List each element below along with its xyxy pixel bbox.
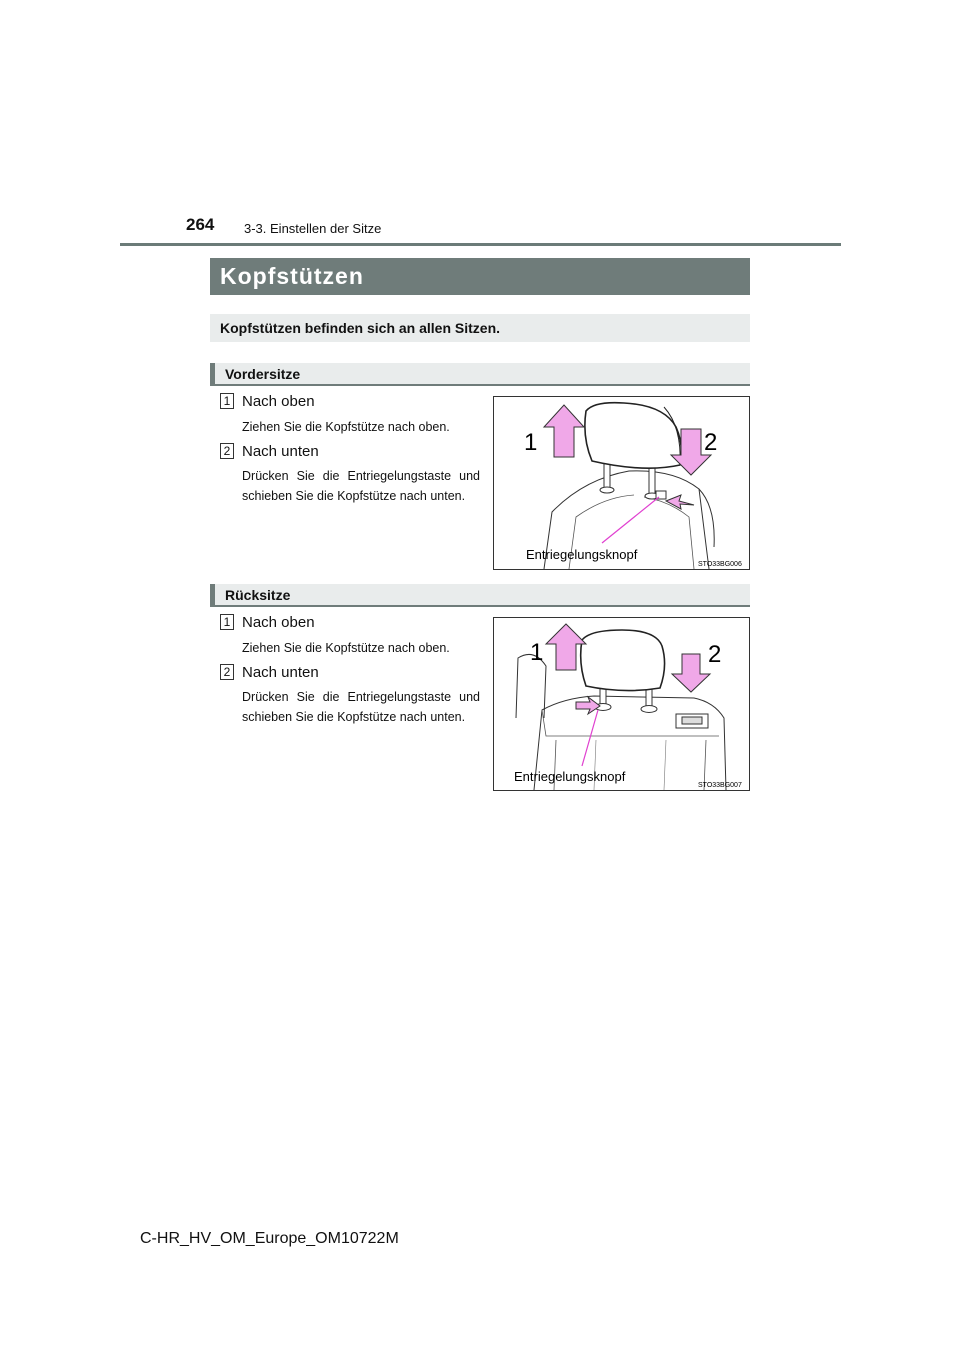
callout-2: 2	[708, 641, 722, 668]
step-label: Nach unten	[242, 443, 319, 460]
step-description: Ziehen Sie die Kopfstütze nach oben.	[242, 641, 450, 655]
document-reference: C-HR_HV_OM_Europe_OM10722M	[140, 1230, 399, 1247]
figure-code: STO33BG007	[698, 782, 742, 789]
figure-front-headrest	[493, 396, 750, 570]
header-rule	[120, 243, 841, 246]
step-label: Nach unten	[242, 664, 319, 681]
step-description: Drücken Sie die Entriegelungstaste und schieben Sie die Kopfstütze nach unten.	[242, 690, 480, 724]
step-description: Drücken Sie die Entriegelungstaste und schieben Sie die Kopfstütze nach unten.	[242, 469, 480, 503]
callout-1: 1	[530, 639, 544, 666]
page-title: Kopfstützen	[210, 258, 750, 295]
step-description: Ziehen Sie die Kopfstütze nach oben.	[242, 420, 450, 434]
intro-text: Kopfstützen befinden sich an allen Sitzen.	[210, 314, 750, 342]
step-label: Nach oben	[242, 614, 315, 631]
step-number-badge: 1	[220, 614, 234, 630]
step-number-badge: 1	[220, 393, 234, 409]
step-label: Nach oben	[242, 393, 315, 410]
figure-caption: Entriegelungsknopf	[526, 547, 638, 562]
figure-code: STO33BG006	[698, 561, 742, 568]
section-heading-rear-seats: Rücksitze	[210, 584, 750, 607]
callout-2: 2	[704, 429, 718, 456]
figure-caption: Entriegelungsknopf	[514, 769, 626, 784]
headrest-illustration	[494, 618, 749, 790]
section-heading-front-seats: Vordersitze	[210, 363, 750, 386]
step-number-badge: 2	[220, 443, 234, 459]
callout-1: 1	[524, 429, 538, 456]
page-number: 264	[186, 215, 215, 234]
figure-rear-headrest	[493, 617, 750, 791]
section-reference: 3-3. Einstellen der Sitze	[244, 221, 382, 236]
step-number-badge: 2	[220, 664, 234, 680]
headrest-illustration	[494, 397, 749, 569]
